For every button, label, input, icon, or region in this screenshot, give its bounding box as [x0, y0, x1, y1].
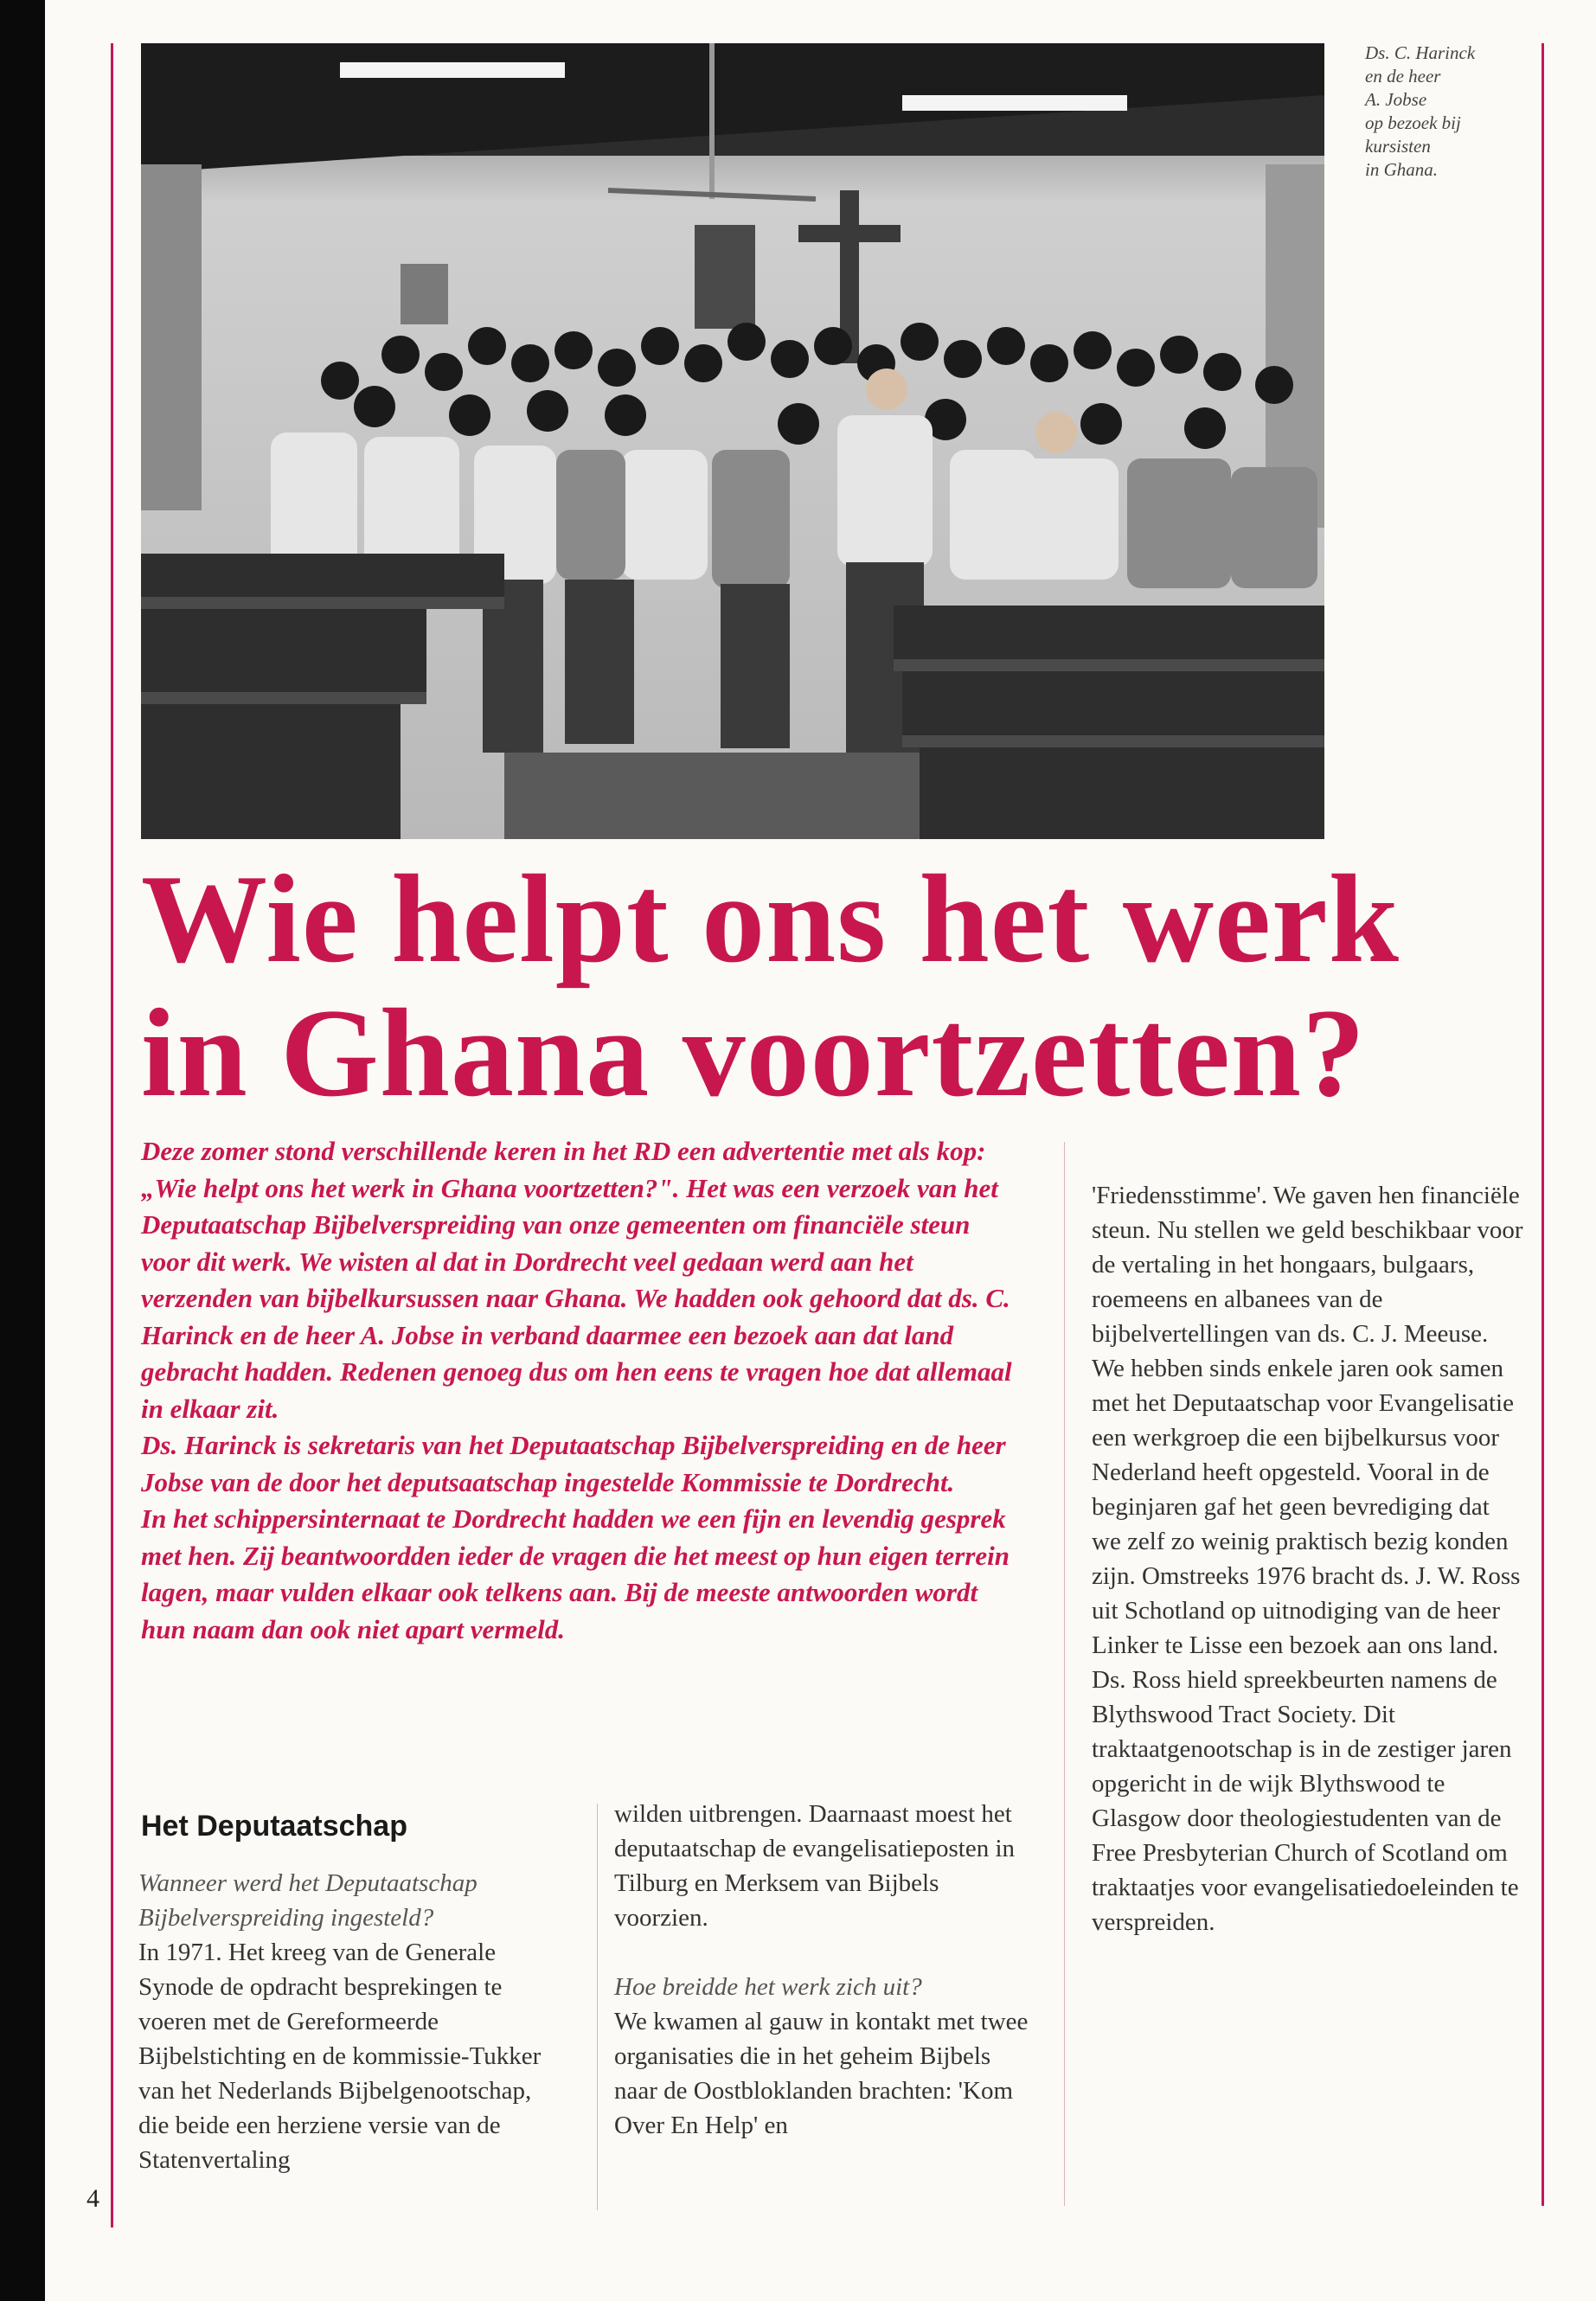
intro-paragraph-3: In het schippersinternaat te Dordrecht hadden we een fijn en levendig gesprek met hen. Zij beantwoordden ieder de vragen die het meest op hun eigen terrein lagen, maar vulden elkaar ook telkens aan. Bij de meeste antwoorden wordt hun naam dan ook niet apart vermeld. [141, 1503, 1010, 1644]
caption-line: A. Jobse [1365, 89, 1427, 110]
paragraph-gap [614, 1935, 1029, 1970]
intro-paragraph-2: Ds. Harinck is sekretaris van het Deputaatschap Bijbelverspreiding en de heer Jobse van de door het deputsaatschap ingestelde Kommissie te Dordrecht. [141, 1430, 1006, 1497]
column-divider [597, 1804, 598, 2210]
column-1 [138, 1866, 562, 2177]
answer-1: In 1971. Het kreeg van de Generale Synode de opdracht besprekingen te voeren met de Gereformeerde Bijbelstichting en de kommissie-Tukker van het Nederlands Bijbelgenootschap, die beide een herziene versie van de Statenvertaling [138, 1939, 542, 2174]
question-2: Hoe breidde het werk zich uit? [614, 1973, 922, 2001]
answer-2: We kwamen al gauw in kontakt met twee organisaties die in het geheim Bijbels naar de Oostbloklanden brachten: 'Kom Over En Help' en [614, 2008, 1029, 2139]
caption-line: op bezoek bij [1365, 112, 1461, 133]
caption-line: in Ghana. [1365, 159, 1438, 180]
article-headline [141, 849, 1534, 1123]
caption-line: kursisten [1365, 136, 1431, 157]
intro-paragraph-1: Deze zomer stond verschillende keren in het RD een advertentie met als kop: „Wie helpt ons het werk in Ghana voortzetten?". Het was een verzoek van het Deputaatschap Bijbelverspreiding van onze gemeenten om financiële steun voor dit werk. We wisten al dat in Dordrecht veel gedaan werd aan het verzenden van bijbelkursussen naar Ghana. We hadden ook gehoord dat ds. C. Harinck en de heer A. Jobse in verband daarmee een bezoek aan dat land gebracht hadden. Redenen genoeg dus om hen eens te vragen hoe dat allemaal in elkaar zit. [141, 1136, 1012, 1424]
left-accent-rule [111, 43, 113, 2227]
answer-1-continued: wilden uitbrengen. Daarnaast moest het deputaatschap de evangelisatieposten in Tilburg en Merksem van Bijbels voorzien. [614, 1800, 1016, 1932]
paragraph-werkgroep: We hebben sinds enkele jaren ook samen met het Deputaatschap voor Evangelisatie een werkgroep die een bijbelkursus voor Nederland heeft opgesteld. Vooral in de beginjaren gaf het geen bevrediging dat we zelf zo weinig praktisch bezig konden zijn. Omstreeks 1976 bracht ds. J. W. Ross uit Schotland op uitnodiging van de heer Linker te Lisse een bezoek aan ons land. Ds. Ross hield spreekbeurten namens de Blythswood Tract Society. Dit traktaatgenootschap is in de zestiger jaren opgericht in de wijk Blythswood te Glasgow door theologiestudenten van de Free Presbyterian Church of Scotland om traktaatjes voor evangelisatiedoeleinden te verspreiden. [1092, 1355, 1521, 1936]
binding-edge [0, 0, 45, 2301]
headline-line-2: in Ghana voortzetten? [141, 983, 1366, 1123]
question-1: Wanneer werd het Deputaatschap Bijbelverspreiding ingesteld? [138, 1869, 478, 1932]
photo-illustration [141, 43, 1324, 839]
right-accent-rule [1542, 43, 1544, 2206]
photo-caption [1365, 42, 1529, 182]
article-intro [141, 1133, 1015, 1648]
section-heading: Het Deputaatschap [141, 1810, 407, 1843]
caption-line: Ds. C. Harinck [1365, 42, 1476, 63]
page-number: 4 [87, 2184, 99, 2213]
answer-2-continued: 'Friedensstimme'. We gaven hen financiële steun. Nu stellen we geld beschikbaar voor de vertaling in het hongaars, bulgaars, roemeens en albanees van de bijbelvertellingen van ds. C. J. Meeuse. [1092, 1182, 1523, 1348]
column-3 [1092, 1178, 1524, 1939]
column-divider [1064, 1142, 1065, 2206]
caption-line: en de heer [1365, 66, 1441, 87]
column-2 [614, 1797, 1029, 2143]
headline-line-1: Wie helpt ons het werk [141, 849, 1400, 989]
church-group-photo [141, 43, 1324, 839]
